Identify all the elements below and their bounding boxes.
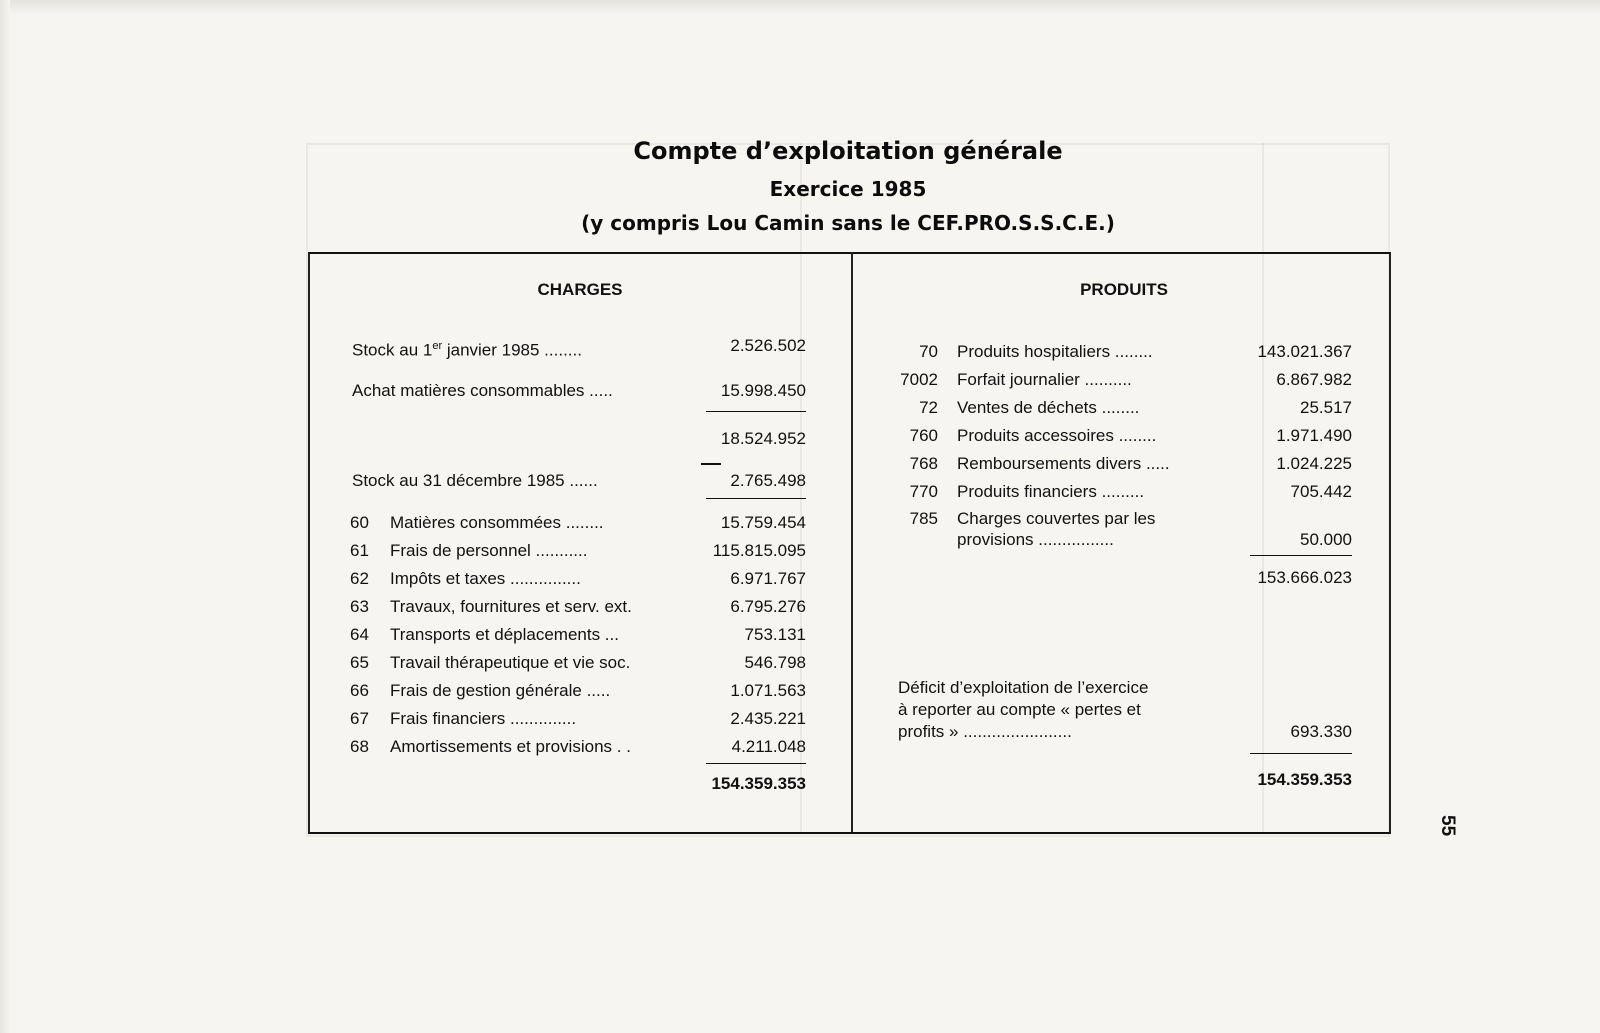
charge-code: 65 <box>350 653 369 672</box>
achat-amount: 15.998.450 <box>720 381 806 400</box>
produit-code: 70 <box>919 342 938 361</box>
charge-amount: 1.071.563 <box>730 681 806 700</box>
charges-subtotal: 18.524.952 <box>720 429 806 448</box>
charges-header: CHARGES <box>537 280 623 299</box>
charge-code: 61 <box>350 541 369 560</box>
charge-amount: 6.795.276 <box>730 597 806 616</box>
produit-label-line1: Charges couvertes par les <box>957 509 1156 528</box>
produits-total-rule <box>1250 753 1352 754</box>
produit-label: Forfait journalier .......... <box>957 370 1132 389</box>
charge-amount: 546.798 <box>744 653 806 672</box>
produit-code: 770 <box>909 482 938 501</box>
page-left-edge <box>0 0 10 1033</box>
column-divider <box>851 252 853 832</box>
charge-code: 64 <box>350 625 369 644</box>
produit-amount: 1.971.490 <box>1276 426 1352 445</box>
charge-label: Frais de gestion générale ..... <box>390 681 611 700</box>
produit-code: 72 <box>919 398 938 417</box>
charge-amount: 753.131 <box>744 625 806 644</box>
produit-amount: 705.442 <box>1290 482 1352 501</box>
charge-code: 60 <box>350 513 369 532</box>
charge-label: Matières consommées ........ <box>390 513 604 532</box>
stock-start-label <box>352 335 582 362</box>
document-subtitle: Exercice 1985 <box>769 177 927 201</box>
produit-amount: 50.000 <box>1300 530 1352 549</box>
produit-label: Remboursements divers ..... <box>957 454 1170 473</box>
produit-amount: 1.024.225 <box>1276 454 1352 473</box>
produit-code: 760 <box>909 426 938 445</box>
page-top-edge <box>0 0 1600 14</box>
produit-label-line2: provisions ................ <box>957 530 1114 549</box>
charge-label: Travail thérapeutique et vie soc. <box>390 653 631 672</box>
stock-start-label-sup: er <box>432 340 443 352</box>
stock-end-amount: 2.765.498 <box>730 471 806 490</box>
charge-label: Transports et déplacements ... <box>390 625 619 644</box>
produit-label: Produits hospitaliers ........ <box>957 342 1153 361</box>
produit-amount: 25.517 <box>1300 398 1352 417</box>
stock-end-rule <box>706 498 806 499</box>
stock-start-amount: 2.526.502 <box>730 336 806 355</box>
produits-subtotal-rule <box>1250 555 1352 556</box>
produit-label: Produits accessoires ........ <box>957 426 1157 445</box>
charge-amount: 6.971.767 <box>730 569 806 588</box>
charge-amount: 15.759.454 <box>720 513 806 532</box>
stock-start-label-suffix: janvier 1985 ........ <box>442 340 582 360</box>
deficit-line2: à reporter au compte « pertes et <box>898 700 1141 719</box>
charge-amount: 4.211.048 <box>731 737 806 756</box>
charge-amount: 115.815.095 <box>712 541 806 560</box>
produit-code: 7002 <box>900 370 938 389</box>
charge-code: 63 <box>350 597 369 616</box>
page-number: 55 <box>1437 815 1458 837</box>
stock-start-label-prefix: Stock au 1 <box>352 340 433 360</box>
subtraction-dash <box>701 463 721 465</box>
charge-label: Travaux, fournitures et serv. ext. <box>390 597 632 616</box>
produit-label: Ventes de déchets ........ <box>957 398 1140 417</box>
charge-amount: 2.435.221 <box>730 709 806 728</box>
charges-total-rule <box>706 763 806 764</box>
charge-label: Impôts et taxes ............... <box>390 569 581 588</box>
achat-label: Achat matières consommables ..... <box>352 381 613 400</box>
charge-code: 67 <box>350 709 369 728</box>
charge-code: 66 <box>350 681 369 700</box>
charge-code: 68 <box>350 737 369 756</box>
produits-subtotal: 153.666.023 <box>1257 568 1352 587</box>
document-title: Compte d’exploitation générale <box>633 137 1063 165</box>
produit-amount: 6.867.982 <box>1276 370 1352 389</box>
charge-label: Frais financiers .............. <box>390 709 577 728</box>
charge-label: Frais de personnel ........... <box>390 541 588 560</box>
deficit-line3: profits » ....................... <box>898 722 1072 741</box>
produits-header: PRODUITS <box>1080 280 1168 299</box>
stock-end-label: Stock au 31 décembre 1985 ...... <box>352 471 598 490</box>
charges-total: 154.359.353 <box>711 774 806 793</box>
produits-total: 154.359.353 <box>1257 770 1352 789</box>
deficit-line1: Déficit d’exploitation de l’exercice <box>898 678 1149 697</box>
produit-code: 768 <box>909 454 938 473</box>
charge-code: 62 <box>350 569 369 588</box>
produit-amount: 143.021.367 <box>1257 342 1352 361</box>
document-scope-note: (y compris Lou Camin sans le CEF.PRO.S.S.C.E.) <box>581 211 1115 235</box>
produit-label: Produits financiers ......... <box>957 482 1145 501</box>
deficit-amount: 693.330 <box>1290 722 1352 741</box>
charge-label: Amortissements et provisions . . <box>390 737 631 756</box>
subtotal-rule <box>706 411 806 412</box>
produit-code: 785 <box>909 509 938 528</box>
